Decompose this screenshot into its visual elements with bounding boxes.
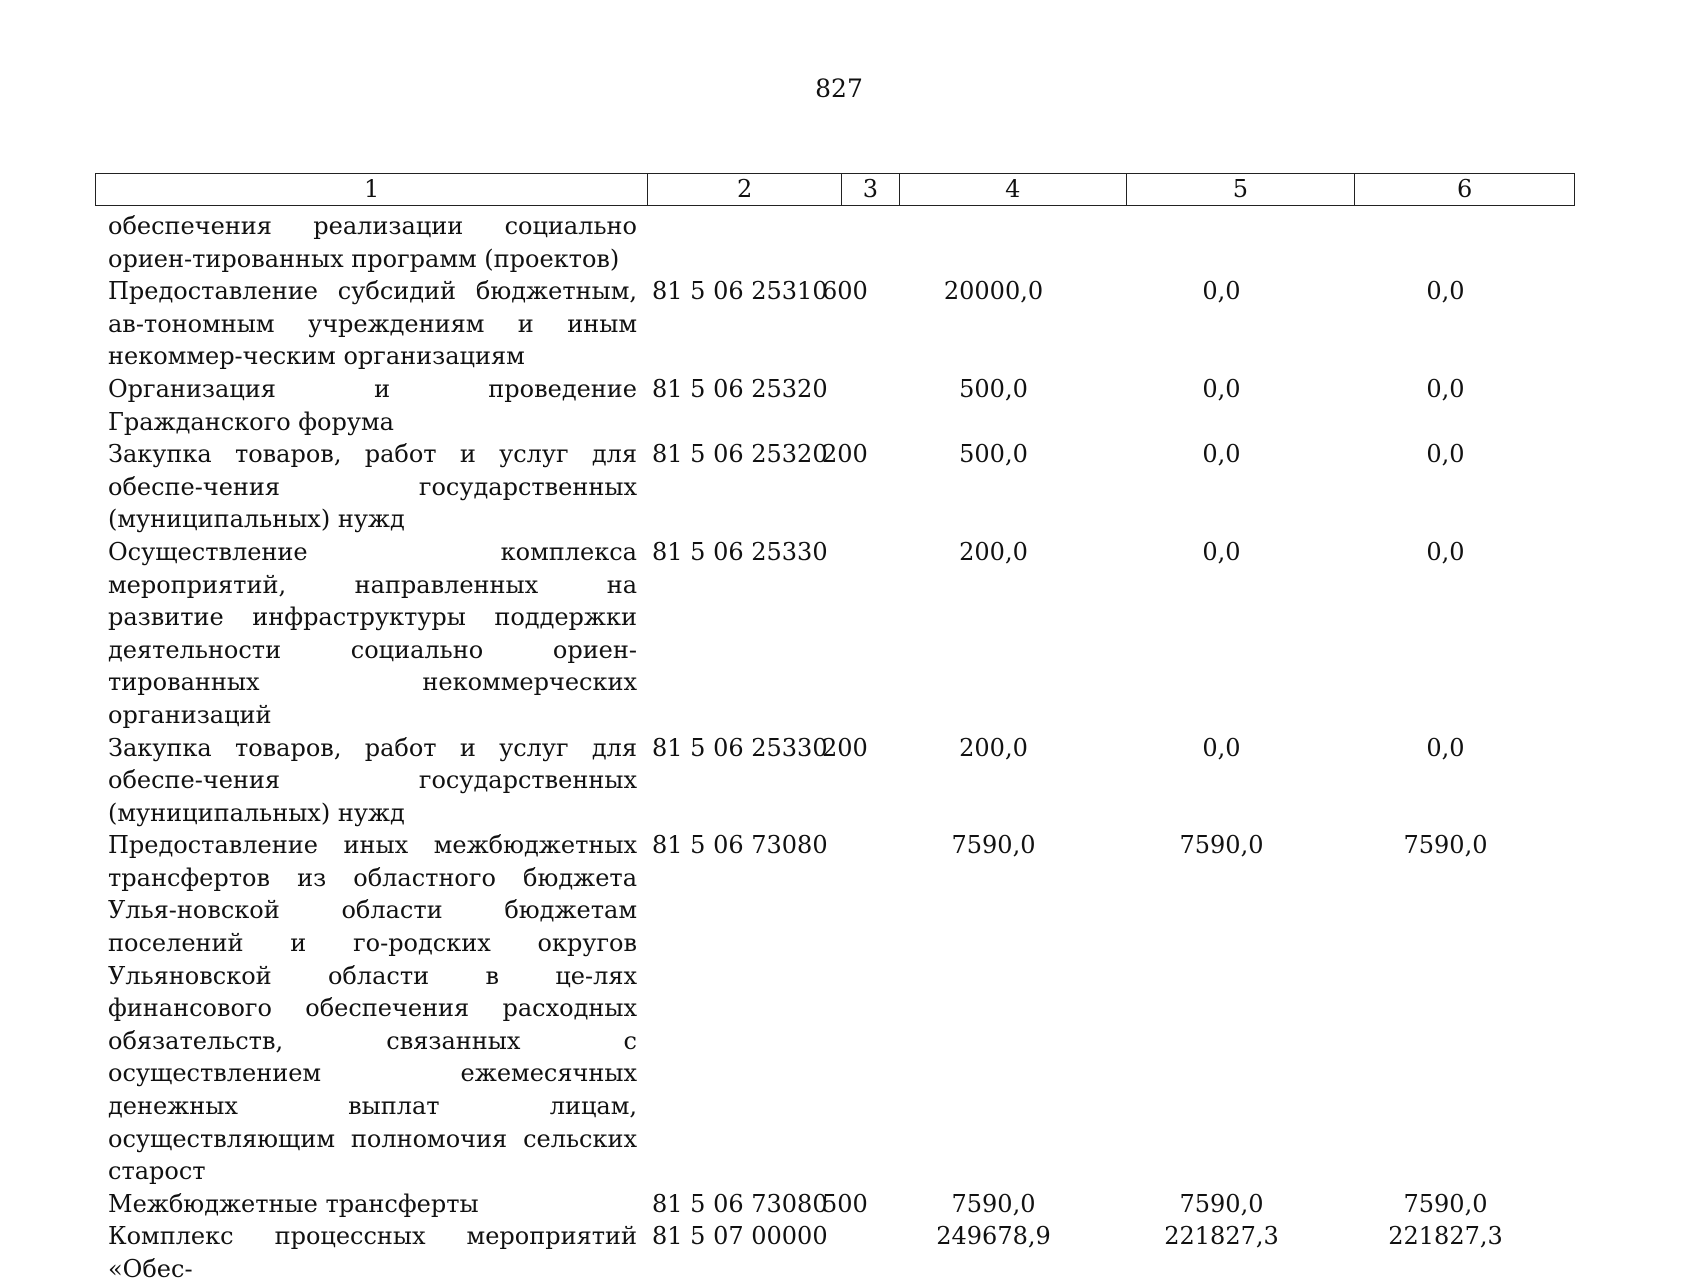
- column-header-5: 5: [1127, 174, 1356, 205]
- row-value-6: [1336, 210, 1555, 275]
- row-description: обеспечения реализации социально ориен-тированных программ (проектов): [108, 212, 637, 273]
- row-value-5: 7590,0: [1179, 831, 1264, 860]
- row-code: 81 5 06 25320: [652, 440, 828, 469]
- table-row: [108, 536, 1575, 732]
- row-code: 81 5 07 00000: [652, 1222, 828, 1251]
- row-value-5: 0,0: [1202, 537, 1241, 566]
- table-header-row: [95, 173, 1575, 206]
- row-description: Закупка товаров, работ и услуг для обеспе-чения государственных (муниципальных) нужд: [108, 733, 637, 827]
- row-value-6: 7590,0: [1403, 831, 1488, 860]
- table-row: [108, 829, 1575, 1188]
- row-expense-type: [822, 1220, 880, 1285]
- row-code: 81 5 06 25330: [652, 733, 828, 762]
- row-expense-type: [822, 373, 880, 438]
- row-value-4: 500,0: [959, 374, 1028, 403]
- column-header-3: 3: [842, 174, 900, 205]
- table-row: [108, 1188, 1575, 1221]
- row-value-4: 7590,0: [951, 831, 1036, 860]
- table-row: [108, 275, 1575, 373]
- column-header-6: 6: [1456, 175, 1473, 203]
- column-header-2: 2: [648, 174, 842, 205]
- row-code: 81 5 06 73080: [652, 1189, 828, 1218]
- row-value-5: 0,0: [1202, 733, 1241, 762]
- row-expense-type: [822, 210, 880, 275]
- row-value-5: [1107, 210, 1336, 275]
- row-value-6: 0,0: [1426, 440, 1465, 469]
- row-value-4: 200,0: [959, 733, 1028, 762]
- row-value-6: 0,0: [1426, 537, 1465, 566]
- row-code: 81 5 06 25320: [652, 374, 828, 403]
- row-expense-type: 200: [822, 733, 868, 762]
- row-value-5: 0,0: [1202, 374, 1241, 403]
- row-value-5: 221827,3: [1164, 1222, 1279, 1251]
- row-expense-type: 600: [822, 277, 868, 306]
- row-description: Осуществление комплекса мероприятий, направленных на развитие инфраструктуры поддержки деятельности социально ориен-тированных некоммерческих организаций: [108, 537, 637, 729]
- row-code: 81 5 06 73080: [652, 831, 828, 860]
- row-value-4: 200,0: [959, 537, 1028, 566]
- row-code: [637, 210, 822, 275]
- row-value-4: 500,0: [959, 440, 1028, 469]
- table-row: [108, 438, 1575, 536]
- row-expense-type: [822, 829, 880, 1188]
- row-description: Организация и проведение Гражданского форума: [108, 374, 637, 436]
- row-value-6: 0,0: [1426, 733, 1465, 762]
- table-body: [108, 210, 1575, 1286]
- row-value-5: 7590,0: [1179, 1189, 1264, 1218]
- row-code: 81 5 06 25310: [652, 277, 828, 306]
- table-row: [108, 373, 1575, 438]
- table-row: [108, 732, 1575, 830]
- column-header-1: 1: [96, 174, 648, 205]
- row-description: Предоставление иных межбюджетных трансфертов из областного бюджета Улья-новской области бюджетам поселений и го-родских округов Ульяновской области в це-лях финансового обеспечения расходных обязательств, связанных с осуществлением ежемесячных денежных выплат лицам, осуществляющим полномочия сельских старост: [108, 831, 637, 1186]
- row-value-4: 7590,0: [951, 1189, 1036, 1218]
- row-expense-type: 200: [822, 440, 868, 469]
- row-value-5: 0,0: [1202, 440, 1241, 469]
- row-expense-type: 500: [822, 1189, 868, 1218]
- page-number: 827: [815, 74, 863, 103]
- row-code: 81 5 06 25330: [652, 537, 828, 566]
- row-description: Предоставление субсидий бюджетным, ав-тономным учреждениям и иным некоммер-ческим организациям: [108, 277, 637, 371]
- row-value-5: 0,0: [1202, 277, 1241, 306]
- row-value-6: 0,0: [1426, 277, 1465, 306]
- row-value-6: 7590,0: [1403, 1189, 1488, 1218]
- row-description: Закупка товаров, работ и услуг для обеспе-чения государственных (муниципальных) нужд: [108, 440, 637, 534]
- table-row: [108, 1220, 1575, 1285]
- column-header-4: 4: [900, 174, 1127, 205]
- row-description: Комплекс процессных мероприятий «Обес-: [108, 1222, 637, 1283]
- row-value-6: 0,0: [1426, 374, 1465, 403]
- row-expense-type: [822, 536, 880, 732]
- table-row: [108, 210, 1575, 275]
- row-value-4: 249678,9: [936, 1222, 1051, 1251]
- row-value-4: [880, 210, 1107, 275]
- row-value-4: 20000,0: [943, 277, 1044, 306]
- row-value-6: 221827,3: [1388, 1222, 1503, 1251]
- row-description: Межбюджетные трансферты: [108, 1189, 479, 1218]
